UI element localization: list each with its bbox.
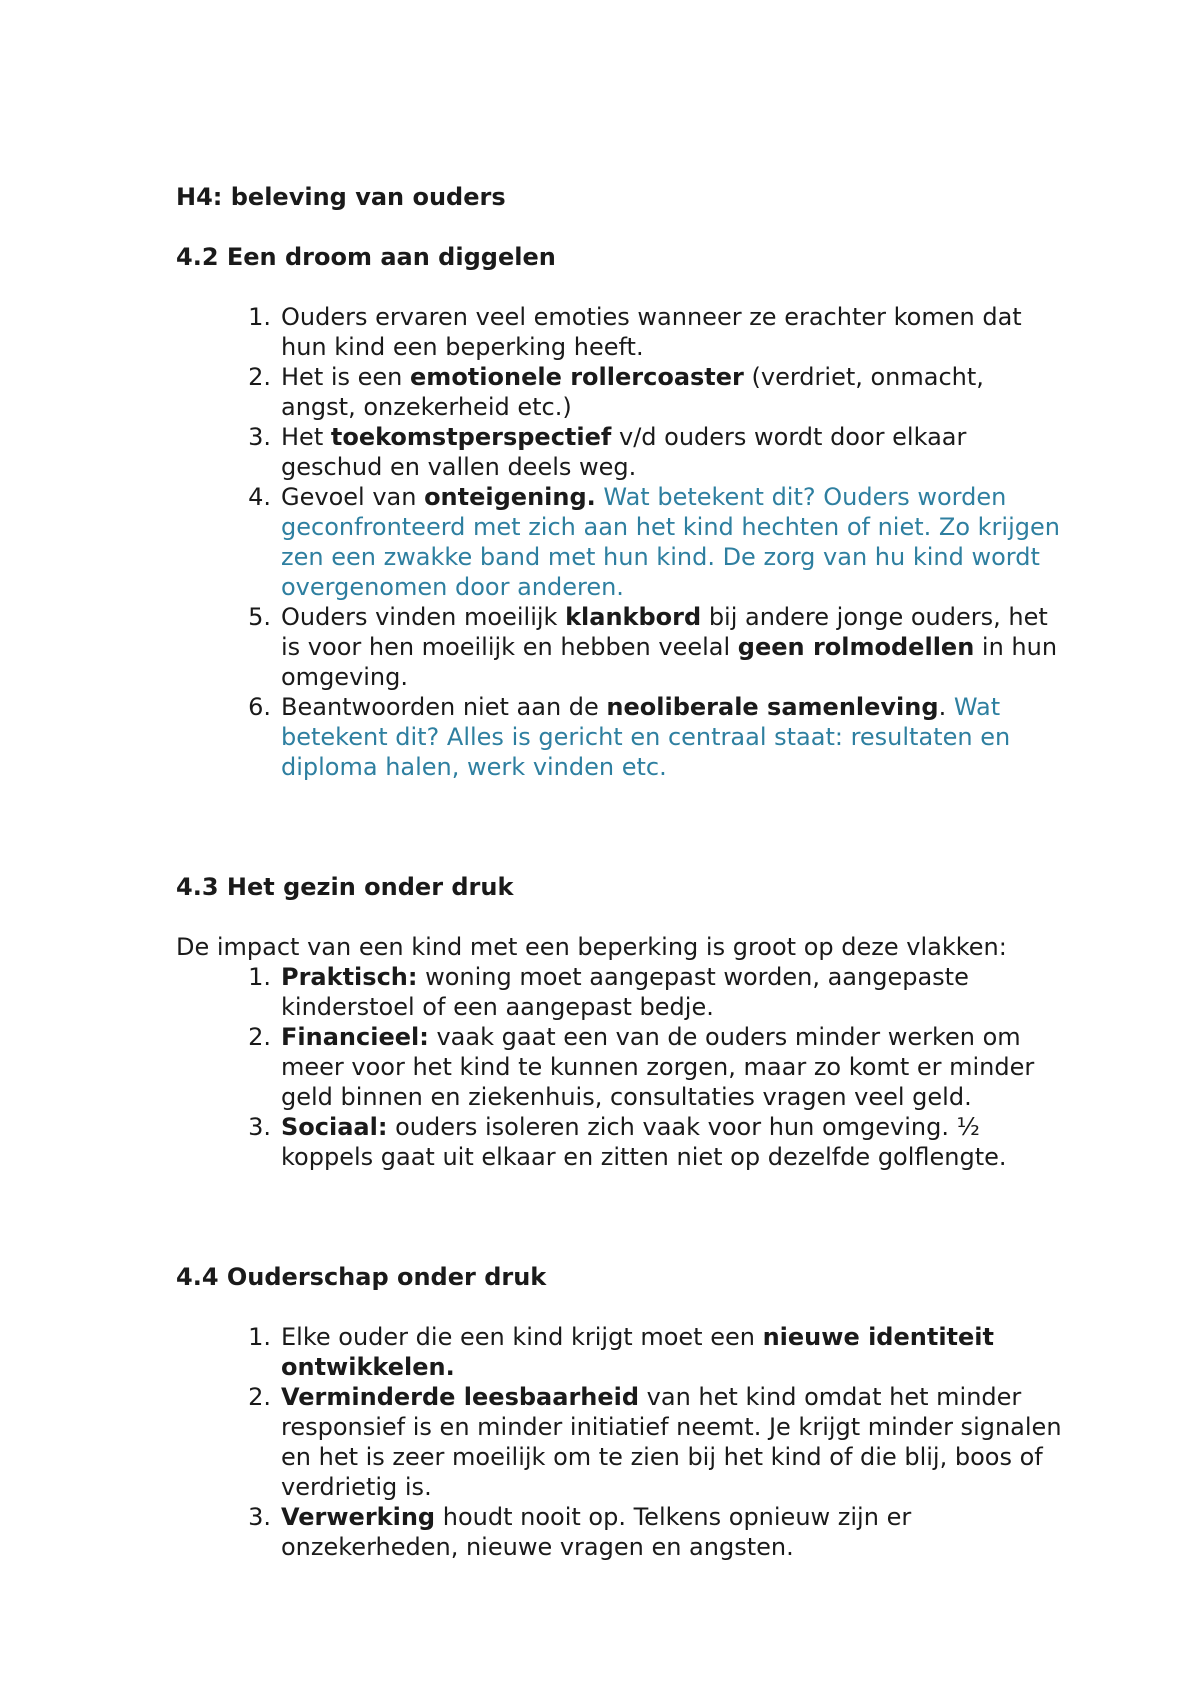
list-item <box>248 1502 1076 1562</box>
item-bold-text: onteigening. <box>424 483 596 511</box>
item-text: Ouders vinden moeilijk <box>281 603 566 631</box>
item-text: Beantwoorden niet aan de <box>281 693 607 721</box>
list-item <box>248 302 1076 362</box>
list-number: 2. <box>248 363 271 391</box>
list-number: 6. <box>248 693 271 721</box>
item-bold-text: klankbord <box>565 603 702 631</box>
document-content <box>176 182 1076 1562</box>
item-explanation-text: Wat betekent dit? Alles is gericht en centraal staat: resultaten en diploma halen, werk vinden etc. <box>281 693 1011 781</box>
section-heading-4-4: 4.4 Ouderschap onder druk <box>176 1263 547 1291</box>
item-text: woning moet aangepast worden, aangepaste kinderstoel of een aangepast bedje. <box>281 963 969 1021</box>
list-number: 1. <box>248 1323 271 1351</box>
item-text: v/d ouders wordt door elkaar geschud en vallen deels weg. <box>281 423 967 481</box>
item-bold-text: Sociaal: <box>281 1113 388 1141</box>
list-item <box>248 1022 1076 1112</box>
item-text: bij andere jonge ouders, het is voor hen moeilijk en hebben veelal <box>281 603 1048 661</box>
item-text: van het kind omdat het minder responsief is en minder initiatief neemt. Je krijgt minder signalen en het is zeer moeilijk om te zien bij het kind of die blij, boos of verdrietig is. <box>281 1383 1062 1501</box>
list-item <box>248 422 1076 482</box>
item-text: Gevoel van <box>281 483 425 511</box>
list-number: 5. <box>248 603 271 631</box>
item-text: Ouders ervaren veel emoties wanneer ze erachter komen dat hun kind een beperking heeft. <box>281 303 1022 361</box>
item-bold-text: Financieel: <box>281 1023 429 1051</box>
list-number: 3. <box>248 1503 271 1531</box>
list-4-3 <box>176 962 1076 1172</box>
item-text: . <box>938 693 947 721</box>
list-number: 4. <box>248 483 271 511</box>
item-bold-text: Verminderde leesbaarheid <box>281 1383 640 1411</box>
list-number: 2. <box>248 1383 271 1411</box>
document-title: H4: beleving van ouders <box>176 183 506 211</box>
list-item <box>248 602 1076 692</box>
list-4-4 <box>176 1322 1076 1562</box>
item-bold-text: emotionele rollercoaster <box>410 363 744 391</box>
item-text: houdt nooit op. Telkens opnieuw zijn er onzekerheden, nieuwe vragen en angsten. <box>281 1503 912 1561</box>
item-bold-text: nieuwe identiteit ontwikkelen. <box>281 1323 994 1381</box>
list-item <box>248 1112 1076 1172</box>
section-heading-4-2: 4.2 Een droom aan diggelen <box>176 243 556 271</box>
list-number: 1. <box>248 963 271 991</box>
item-text: ouders isoleren zich vaak voor hun omgeving. ½ koppels gaat uit elkaar en zitten niet op dezelfde golflengte. <box>281 1113 1007 1171</box>
list-4-2 <box>176 302 1076 782</box>
item-text: Het is een <box>281 363 411 391</box>
item-explanation-text: Wat betekent dit? Ouders worden geconfronteerd met zich aan het kind hechten of niet. Zo krijgen zen een zwakke band met hun kind. De zorg van hu kind wordt overgenomen door anderen. <box>281 483 1060 601</box>
item-bold-text: toekomstperspectief <box>330 423 612 451</box>
item-bold-text: neoliberale samenleving <box>606 693 939 721</box>
item-bold-text: Praktisch: <box>281 963 418 991</box>
item-text: Het <box>281 423 331 451</box>
list-item <box>248 692 1076 782</box>
list-item <box>248 482 1076 602</box>
section-intro: De impact van een kind met een beperking is groot op deze vlakken: <box>176 933 1007 961</box>
item-text: in hun omgeving. <box>281 633 1058 691</box>
list-number: 3. <box>248 423 271 451</box>
list-number: 3. <box>248 1113 271 1141</box>
list-number: 1. <box>248 303 271 331</box>
item-bold-text: Verwerking <box>281 1503 436 1531</box>
list-item <box>248 962 1076 1022</box>
section-heading-4-3: 4.3 Het gezin onder druk <box>176 873 514 901</box>
list-item <box>248 1322 1076 1382</box>
item-text: Elke ouder die een kind krijgt moet een <box>281 1323 763 1351</box>
list-item <box>248 1382 1076 1502</box>
list-number: 2. <box>248 1023 271 1051</box>
item-text: vaak gaat een van de ouders minder werken om meer voor het kind te kunnen zorgen, maar zo komt er minder geld binnen en ziekenhuis, consultaties vragen veel geld. <box>281 1023 1035 1111</box>
item-bold-text: geen rolmodellen <box>737 633 975 661</box>
item-text: (verdriet, onmacht, angst, onzekerheid etc.) <box>281 363 984 421</box>
list-item <box>248 362 1076 422</box>
